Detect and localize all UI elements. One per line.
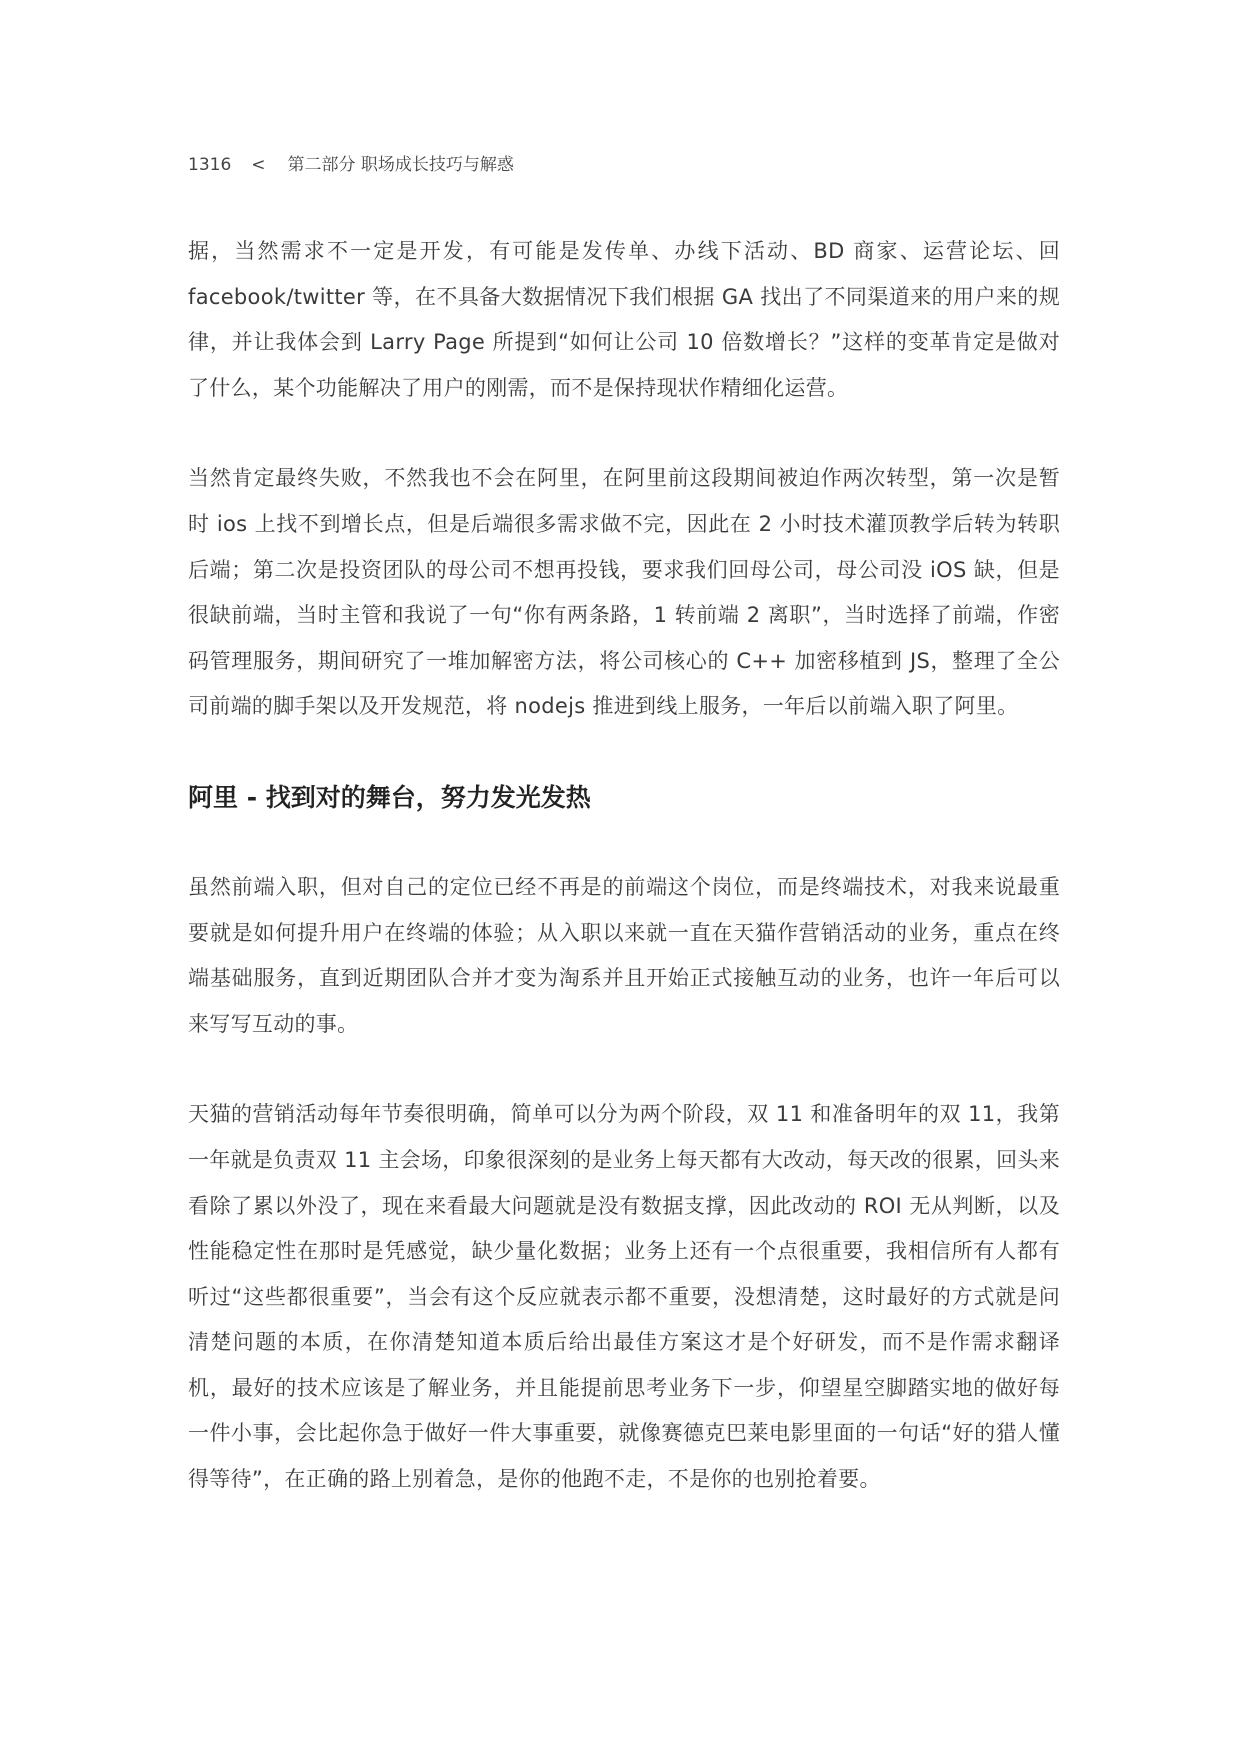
paragraph-4: 天猫的营销活动每年节奏很明确，简单可以分为两个阶段，双 11 和准备明年的双 11，我第一年就是负责双 11 主会场，印象很深刻的是业务上每天都有大改动，每天改的很累，回头来看除了累以外没了，现在来看最大问题就是没有数据支撑，因此改动的 ROI 无从判断，以及性能稳定性在那时是凭感觉，缺少量化数据；业务上还有一个点很重要，我相信所有人都有听过“这些都很重要”，当会有这个反应就表示都不重要，没想清楚，这时最好的方式就是问清楚问题的本质，在你清楚知道本质后给出最佳方案这才是个好研发，而不是作需求翻译机，最好的技术应该是了解业务，并且能提前思考业务下一步，仰望星空脚踏实地的做好每一件小事，会比起你急于做好一件大事重要，就像赛德克巴莱电影里面的一句话“好的猎人懂得等待”，在正确的路上别着急，是你的他跑不走，不是你的也别抢着要。 — [188, 1102, 1060, 1492]
running-header — [188, 153, 514, 177]
paragraph-spacer — [188, 820, 1060, 865]
page-body — [188, 229, 1060, 1503]
paragraph-spacer — [188, 1047, 1060, 1092]
paragraph-3: 虽然前端入职，但对自己的定位已经不再是的前端这个岗位，而是终端技术，对我来说最重要就是如何提升用户在终端的体验；从入职以来就一直在天猫作营销活动的业务，重点在终端基础服务，直到近期团队合并才变为淘系并且开始正式接触互动的业务，也许一年后可以来写写互动的事。 — [188, 874, 1060, 1036]
section-title-header: 第二部分 职场成长技巧与解惑 — [287, 155, 514, 175]
paragraph-2: 当然肯定最终失败，不然我也不会在阿里，在阿里前这段期间被迫作两次转型，第一次是暂时 ios 上找不到增长点，但是后端很多需求做不完，因此在 2 小时技术灌顶教学后转为转职后端；第二次是投资团队的母公司不想再投钱，要求我们回母公司，母公司没 iOS 缺，但是很缺前端，当时主管和我说了一句“你有两条路，1 转前端 2 离职”，当时选择了前端，作密码管理服务，期间研究了一堆加解密方法，将公司核心的 C++ 加密移植到 JS，整理了全公司前端的脚手架以及开发规范，将 nodejs 推进到线上服务，一年后以前端入职了阿里。 — [188, 466, 1060, 719]
paragraph-spacer — [188, 730, 1060, 775]
paragraph-spacer — [188, 411, 1060, 456]
section-heading: 阿里 - 找到对的舞台，努力发光发热 — [188, 782, 591, 812]
page-number: 1316 — [188, 155, 232, 175]
header-separator: < — [251, 155, 266, 175]
paragraph-1: 据，当然需求不一定是开发，有可能是发传单、办线下活动、BD 商家、运营论坛、回 facebook/twitter 等，在不具备大数据情况下我们根据 GA 找出了不同渠道来的用户来的规律，并让我体会到 Larry Page 所提到“如何让公司 10 倍数增长？”这样的变革肯定是做对了什么，某个功能解决了用户的刚需，而不是保持现状作精细化运营。 — [188, 239, 1060, 400]
